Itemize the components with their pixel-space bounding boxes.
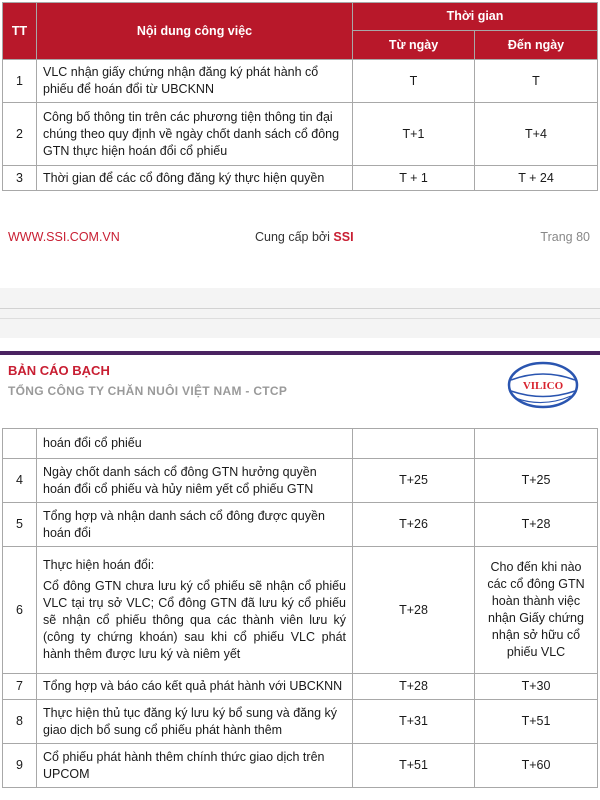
row-number: 9 (3, 744, 37, 788)
row-content: Công bố thông tin trên các phương tiện thông tin đại chúng theo quy định về ngày chốt danh sách cổ đông GTN thực hiện hoán đổi cổ phiếu (37, 103, 353, 166)
row-to: Cho đến khi nào các cổ đông GTN hoàn thành việc nhận Giấy chứng nhận sở hữu cổ phiếu VLC (475, 547, 598, 674)
header-to: Đến ngày (475, 31, 598, 60)
page-number: Trang 80 (540, 230, 590, 244)
company-logo (505, 358, 585, 410)
table-row (3, 674, 598, 700)
header-time: Thời gian (353, 3, 598, 31)
row-number: 8 (3, 700, 37, 744)
row-to: T+60 (475, 744, 598, 788)
row-from: T+26 (353, 503, 475, 547)
row-content: Ngày chốt danh sách cổ đông GTN hưởng quyền hoán đổi cổ phiếu và hủy niêm yết cổ phiếu GTN (37, 459, 353, 503)
row-content: Tổng hợp và nhận danh sách cổ đông được quyền hoán đổi (37, 503, 353, 547)
row-from: T+31 (353, 700, 475, 744)
row-to: T+30 (475, 674, 598, 700)
company-name: TỔNG CÔNG TY CHĂN NUÔI VIỆT NAM - CTCP (8, 384, 288, 398)
row-to: T+4 (475, 103, 598, 166)
row-to: T+28 (475, 503, 598, 547)
page-separator (0, 288, 600, 338)
header-from: Từ ngày (353, 31, 475, 60)
row-to: T+25 (475, 459, 598, 503)
table-row (3, 744, 598, 788)
schedule-table-bottom (2, 428, 598, 788)
table-row (3, 547, 598, 674)
table-row (3, 166, 598, 191)
row-content: Thời gian để các cổ đông đăng ký thực hiện quyền (37, 166, 353, 191)
row-content: Cổ phiếu phát hành thêm chính thức giao dịch trên UPCOM (37, 744, 353, 788)
row-to: T+51 (475, 700, 598, 744)
row-to (475, 429, 598, 459)
provided-by (255, 230, 354, 244)
table-row-continuation (3, 429, 598, 459)
row-number: 1 (3, 60, 37, 103)
row-number: 7 (3, 674, 37, 700)
row-from: T+28 (353, 547, 475, 674)
separator-line (0, 318, 600, 319)
header-content: Nội dung công việc (37, 3, 353, 60)
row-to: T (475, 60, 598, 103)
row-number: 5 (3, 503, 37, 547)
row-content: VLC nhận giấy chứng nhận đăng ký phát hành cổ phiếu để hoán đổi từ UBCKNN (37, 60, 353, 103)
row-from: T+25 (353, 459, 475, 503)
row-to: T + 24 (475, 166, 598, 191)
row-content: Tổng hợp và báo cáo kết quả phát hành với UBCKNN (37, 674, 353, 700)
table-row (3, 103, 598, 166)
page-footer (0, 222, 600, 250)
row-content (37, 547, 353, 674)
separator-line (0, 308, 600, 309)
document-title: BẢN CÁO BẠCH (8, 363, 110, 378)
row-number: 6 (3, 547, 37, 674)
schedule-table-top (2, 2, 598, 191)
table-row (3, 503, 598, 547)
row-from: T+28 (353, 674, 475, 700)
row-content: Thực hiện thủ tục đăng ký lưu ký bổ sung và đăng ký giao dịch bổ sung cổ phiếu phát hành thêm (37, 700, 353, 744)
row-from (353, 429, 475, 459)
row-number: 4 (3, 459, 37, 503)
table-row (3, 60, 598, 103)
row-number: 3 (3, 166, 37, 191)
provider-brand: SSI (333, 230, 354, 244)
row-from: T+51 (353, 744, 475, 788)
row-number (3, 429, 37, 459)
logo-text: VILICO (522, 380, 564, 392)
provided-by-label: Cung cấp bởi (255, 230, 334, 244)
row-from: T + 1 (353, 166, 475, 191)
row-from: T+1 (353, 103, 475, 166)
row-content: hoán đổi cổ phiếu (37, 429, 353, 459)
row-from: T (353, 60, 475, 103)
header-tt: TT (3, 3, 37, 60)
website-link[interactable]: WWW.SSI.COM.VN (8, 230, 120, 244)
row-number: 2 (3, 103, 37, 166)
table-row (3, 700, 598, 744)
row-content-heading: Thực hiện hoán đổi: (43, 558, 155, 572)
header-bar (0, 351, 600, 355)
table-row (3, 459, 598, 503)
row-content-detail: Cổ đông GTN chưa lưu ký cổ phiếu sẽ nhận cổ phiếu VLC tại trụ sở VLC; Cổ đông GTN đã lưu ký cổ phiếu sẽ nhận cổ phiếu thông qua các thành viên lưu ký (công ty chứng khoán) sau khi cổ phiếu VLC phát hành thêm được lưu ký và niêm yết (43, 579, 346, 661)
